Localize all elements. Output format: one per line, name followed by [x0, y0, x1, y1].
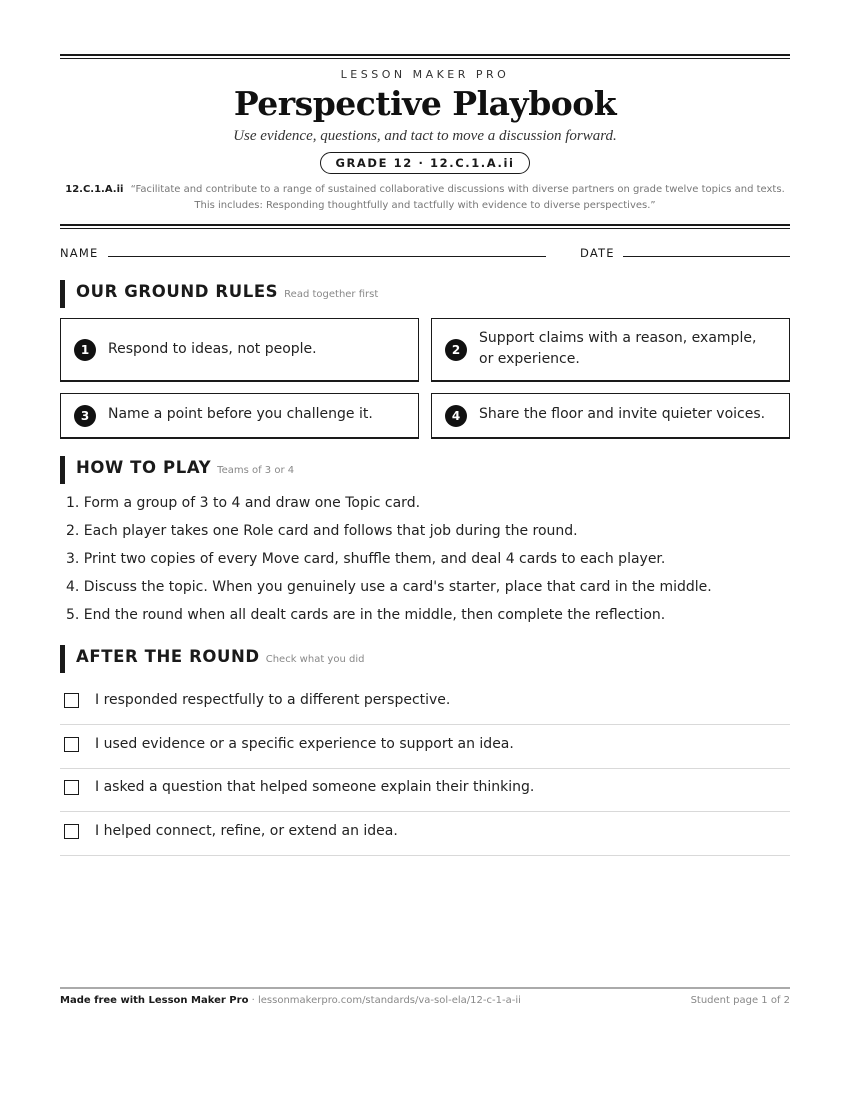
checklist-row: [60, 812, 790, 856]
checklist-row: [60, 768, 790, 812]
rule-text: Share the floor and invite quieter voices.: [479, 406, 766, 422]
step-item: 5. End the round when all dealt cards are in the middle, then complete the reflection.: [66, 607, 666, 623]
section-bar: [60, 280, 65, 308]
ground-rule-card: [431, 393, 790, 439]
after-round-title: AFTER THE ROUND: [76, 647, 260, 666]
after-round-header: [60, 645, 790, 673]
rule-number-badge: 3: [74, 405, 96, 427]
step-item: 2. Each player takes one Role card and follows that job during the round.: [66, 523, 578, 539]
checklist-text: I used evidence or a specific experience to support an idea.: [95, 736, 514, 752]
checkbox[interactable]: [64, 824, 79, 839]
ground-rule-card: [431, 318, 790, 382]
checkbox[interactable]: [64, 693, 79, 708]
rule-text: Name a point before you challenge it.: [108, 406, 373, 422]
checkbox[interactable]: [64, 737, 79, 752]
ground-rules-title: OUR GROUND RULES: [76, 282, 279, 301]
ground-rules-note: Read together first: [284, 289, 379, 300]
checklist-text: I asked a question that helped someone explain their thinking.: [95, 779, 535, 795]
rule-number-badge: 1: [74, 339, 96, 361]
footer-page-number: Student page 1 of 2: [690, 995, 790, 1006]
name-field[interactable]: [108, 256, 546, 257]
checklist-text: I helped connect, refine, or extend an idea.: [95, 823, 398, 839]
step-item: 3. Print two copies of every Move card, shuffle them, and deal 4 cards to each player.: [66, 551, 666, 567]
header-top-rule: [60, 54, 790, 59]
page-title: Perspective Playbook: [233, 84, 617, 123]
step-item: 1. Form a group of 3 to 4 and draw one Topic card.: [66, 495, 421, 511]
section-title-wrap: [76, 458, 294, 477]
name-label: NAME: [60, 246, 99, 260]
how-to-play-title: HOW TO PLAY: [76, 458, 212, 477]
brand-name: LESSON MAKER PRO: [340, 68, 510, 81]
grade-badge-wrap: [60, 152, 790, 174]
rule-number-badge: 2: [445, 339, 467, 361]
standard-text: “Facilitate and contribute to a range of sustained collaborative discussions with diverse partners on grade twelve topics and texts. This includes: Responding thoughtfully and tactfully with evidence to diverse perspectives.”: [130, 184, 785, 211]
ground-rule-card: [60, 318, 419, 382]
footer-url[interactable]: · lessonmakerpro.com/standards/va-sol-ela/12-c-1-a-ii: [248, 995, 521, 1006]
standard-code: 12.C.1.A.ii: [65, 184, 124, 195]
footer-credit: [60, 995, 521, 1006]
ground-rule-card: [60, 393, 419, 439]
how-to-play-note: Teams of 3 or 4: [217, 465, 295, 476]
standard-description: [60, 182, 790, 214]
checklist-row: [60, 681, 790, 725]
checklist-text: I responded respectfully to a different perspective.: [95, 692, 451, 708]
date-label: DATE: [580, 246, 615, 260]
checkbox[interactable]: [64, 780, 79, 795]
after-round-note: Check what you did: [265, 654, 365, 665]
section-bar: [60, 645, 65, 673]
rule-number-badge: 4: [445, 405, 467, 427]
footer-made-with: Made free with Lesson Maker Pro: [60, 995, 249, 1006]
section-bar: [60, 456, 65, 484]
worksheet-page: [60, 0, 790, 1100]
date-field[interactable]: [623, 256, 790, 257]
ground-rules-header: [60, 280, 790, 308]
grade-badge: GRADE 12 · 12.C.1.A.ii: [320, 152, 529, 174]
rule-text: Support claims with a reason, example, or experience.: [479, 330, 757, 367]
section-title-wrap: [76, 647, 364, 666]
rule-text: Respond to ideas, not people.: [108, 341, 317, 357]
how-to-play-header: [60, 456, 790, 484]
header-bottom-rule: [60, 224, 790, 229]
section-title-wrap: [76, 282, 378, 301]
checklist-row: [60, 725, 790, 769]
steps-list: [66, 489, 786, 629]
footer-rule: [60, 987, 790, 989]
page-subtitle: Use evidence, questions, and tact to move a discussion forward.: [233, 128, 617, 144]
step-item: 4. Discuss the topic. When you genuinely use a card's starter, place that card in the middle.: [66, 579, 712, 595]
